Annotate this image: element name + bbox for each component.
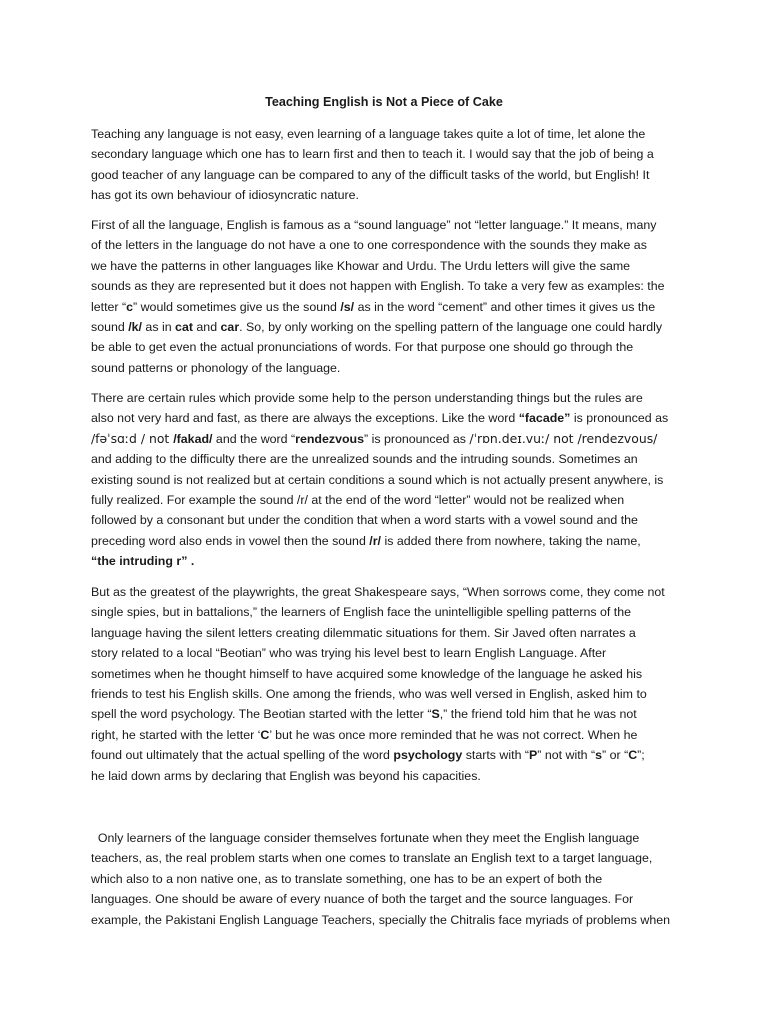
text-line: and adding to the difficulty there are the unrealized sounds and the intruding sounds. Sometimes an [91,452,638,467]
text-run: letter “ [91,299,127,314]
text-line: be able to get even the actual pronunciations of words. For that purpose one should go through the [91,340,634,355]
text-line: First of all the language, English is famous as a “sound language” not “letter language.” It means, many [91,218,657,232]
text-run: found out ultimately that the actual spelling of the word [91,748,394,763]
text-line [91,429,683,449]
text-run: preceding word also ends in vowel then the sound [91,533,370,548]
text-line [91,704,683,724]
text-run: is added there from nowhere, taking the name, [381,533,641,548]
bold-text: /fakad/ [173,431,213,446]
ipa-text: /fəˈsɑːd / not [91,430,174,446]
bold-text: C [628,748,638,763]
text-line: secondary language which one has to learn first and then to teach it. I would say that the job of being a [91,147,654,162]
text-run: spell the word psychology. The Beotian started with the letter “ [91,707,432,722]
text-line [91,408,683,428]
text-run: ” not with “ [537,748,596,763]
text-line: But as the greatest of the playwrights, the great Shakespeare says, “When sorrows come, they come not [91,585,665,599]
bold-text: /s/ [340,299,355,314]
text-run: ” is pronounced as [364,431,470,446]
text-run: is pronounced as [570,411,669,426]
text-run: ”; [637,748,645,763]
bold-text: cat [175,319,193,334]
text-line: good teacher of any language can be compared to any of the difficult tasks of the world, but English! It [91,167,650,182]
text-line: friends to test his English skills. One among the friends, who was well versed in English, asked him to [91,686,647,701]
document-title: Teaching English is Not a Piece of Cake [265,95,503,109]
bold-text: /r/ [369,533,381,548]
paragraph-2 [91,215,683,378]
text-line: Teaching any language is not easy, even learning of a language takes quite a lot of time, let alone the [91,127,646,141]
bold-text: “ [91,554,98,569]
paragraph-3 [91,388,683,572]
bold-text: s [595,748,603,763]
bold-text: “facade” [518,411,571,426]
bold-text: C [260,727,270,742]
text-line: of the letters in the language do not have a one to one correspondence with the sounds they make as [91,238,647,253]
text-run: sound [91,319,129,334]
text-run: ,” the friend told him that he was not [439,707,637,722]
bold-text: psychology [393,748,463,763]
text-run: and the word “ [212,431,296,446]
text-run: as in [141,319,176,334]
text-line: teachers, as, the real problem starts when one comes to translate an English text to a target language, [91,851,653,866]
text-line [91,745,683,765]
bold-text: S [431,707,440,722]
bold-text: car [220,319,240,334]
text-run: ” or “ [602,748,629,763]
paragraph-4 [91,582,683,786]
text-line [91,725,683,745]
text-run: ” would sometimes give us the sound [133,299,341,314]
paragraph-5 [91,828,683,930]
text-line: existing sound is not realized but at certain conditions a sound which is not actually present anywhere, is [91,472,664,487]
text-line [91,551,683,571]
text-run: and [192,319,221,334]
text-line: Only learners of the language consider themselves fortunate when they meet the English language [91,831,640,845]
text-line: story related to a local “Beotian” who was trying his level best to learn English Language. After [91,646,607,661]
text-line: sound patterns or phonology of the language. [91,360,341,375]
text-line [91,297,683,317]
text-line: example, the Pakistani English Language Teachers, specially the Chitralis face myriads of problems when [91,912,670,927]
text-run: . So, by only working on the spelling pattern of the language one could hardly [239,319,663,334]
text-line: has got its own behaviour of idiosyncratic nature. [91,188,359,203]
text-line: we have the patterns in other languages like Khowar and Urdu. The Urdu letters will give the same [91,258,631,273]
text-line: language having the silent letters creating dilemmatic situations for them. Sir Javed often narrates a [91,625,636,640]
text-run: ’ but he was once more reminded that he was not correct. When he [269,727,638,742]
text-run: starts with “ [462,748,530,763]
text-line: sometimes when he thought himself to have acquired some knowledge of the language he asked his [91,666,643,681]
text-line [91,531,683,551]
text-run: as in the word “cement” and other times it gives us the [354,299,656,314]
text-line: followed by a consonant but under the condition that when a word starts with a vowel sound and the [91,513,638,528]
text-line: sounds as they are represented but it does not happen with English. To take a very few as examples: the [91,279,665,294]
ipa-text: /ˈrɒn.deɪ.vuː/ not /rendezvous/ [469,430,658,446]
text-line: There are certain rules which provide some help to the person understanding things but the rules are [91,391,643,405]
bold-text: /k/ [128,319,142,334]
text-run: right, he started with the letter ‘ [91,727,261,742]
bold-text: c [126,299,134,314]
bold-text: the intruding r [97,554,182,569]
bold-text: ” . [181,554,195,569]
text-line: languages. One should be aware of every nuance of both the target and the source languages. For [91,892,634,907]
text-run: also not very hard and fast, as there are always the exceptions. Like the word [91,411,519,426]
text-line: which also to a non native one, as to translate something, one has to be an expert of both the [91,871,603,886]
text-line: he laid down arms by declaring that English was beyond his capacities. [91,768,481,783]
text-line: fully realized. For example the sound /r/ at the end of the word “letter” would not be realized when [91,492,625,507]
paragraph-1 [91,124,683,206]
text-line [91,317,683,337]
bold-text: rendezvous [295,431,364,446]
text-line: single spies, but in battalions,” the learners of English face the unintelligible spelling patterns of the [91,605,632,620]
bold-text: P [529,748,538,763]
